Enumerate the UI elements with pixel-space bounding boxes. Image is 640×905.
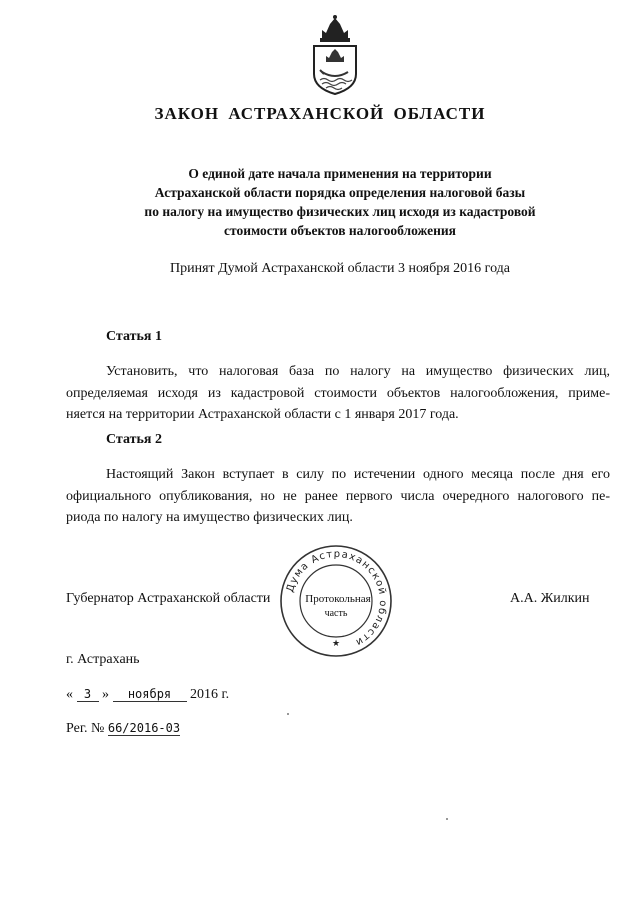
date-year: 2016 г. bbox=[190, 687, 230, 702]
article-1-line: няется на территории Астраханской области с 1 января 2017 года. bbox=[66, 407, 459, 422]
date-month: ноября bbox=[113, 687, 187, 702]
law-subject bbox=[80, 164, 600, 240]
star-icon: ★ bbox=[331, 639, 341, 649]
signing-date bbox=[66, 687, 229, 703]
adoption-note: Принят Думой Астраханской области 3 ноября 2016 года bbox=[169, 261, 511, 276]
article-1-text bbox=[66, 361, 610, 426]
stamp-center-line2: часть bbox=[324, 608, 348, 619]
registration-label: Рег. № bbox=[66, 721, 105, 736]
subject-line: стоимости объектов налогообложения bbox=[224, 223, 456, 238]
article-2-line: официального опубликования, но не ранее первого числа очередного налогового пе- bbox=[66, 488, 610, 504]
subject-line: О единой дате начала применения на территории bbox=[188, 166, 492, 181]
subject-line: по налогу на имущество физических лиц исходя из кадастровой bbox=[144, 204, 536, 219]
date-day: 3 bbox=[77, 687, 99, 702]
stamp-ring-text: Дума Астраханской области bbox=[284, 548, 389, 649]
article-2-heading: Статья 2 bbox=[106, 432, 162, 447]
article-2-text bbox=[66, 464, 610, 529]
official-stamp bbox=[278, 543, 394, 659]
place-of-signing: г. Астрахань bbox=[66, 652, 140, 667]
subject-line: Астраханской области порядка определения налоговой базы bbox=[154, 185, 526, 200]
article-2-line: Настоящий Закон вступает в силу по истечении одного месяца после дня его bbox=[106, 467, 610, 482]
article-1-line: определяемая исходя из кадастровой стоимости объектов налогообложения, приме- bbox=[66, 385, 610, 401]
article-2-line: риода по налогу на имущество физических лиц. bbox=[66, 510, 353, 525]
stamp-center-line1: Протокольная bbox=[305, 593, 371, 605]
coat-of-arms-emblem bbox=[308, 14, 362, 96]
date-open-quote: « bbox=[66, 687, 73, 702]
scan-speck bbox=[287, 713, 289, 715]
registration-number: 66/2016-03 bbox=[107, 721, 181, 735]
registration-line bbox=[66, 721, 180, 737]
article-1-line: Установить, что налоговая база по налогу на имущество физических лиц, bbox=[106, 364, 610, 379]
signer-position: Губернатор Астраханской области bbox=[66, 591, 271, 606]
signer-name: А.А. Жилкин bbox=[510, 591, 590, 606]
scan-speck bbox=[446, 818, 448, 820]
document-title: ЗАКОН АСТРАХАНСКОЙ ОБЛАСТИ bbox=[154, 104, 486, 123]
article-1-heading: Статья 1 bbox=[106, 329, 162, 344]
date-close-quote: » bbox=[102, 687, 109, 702]
